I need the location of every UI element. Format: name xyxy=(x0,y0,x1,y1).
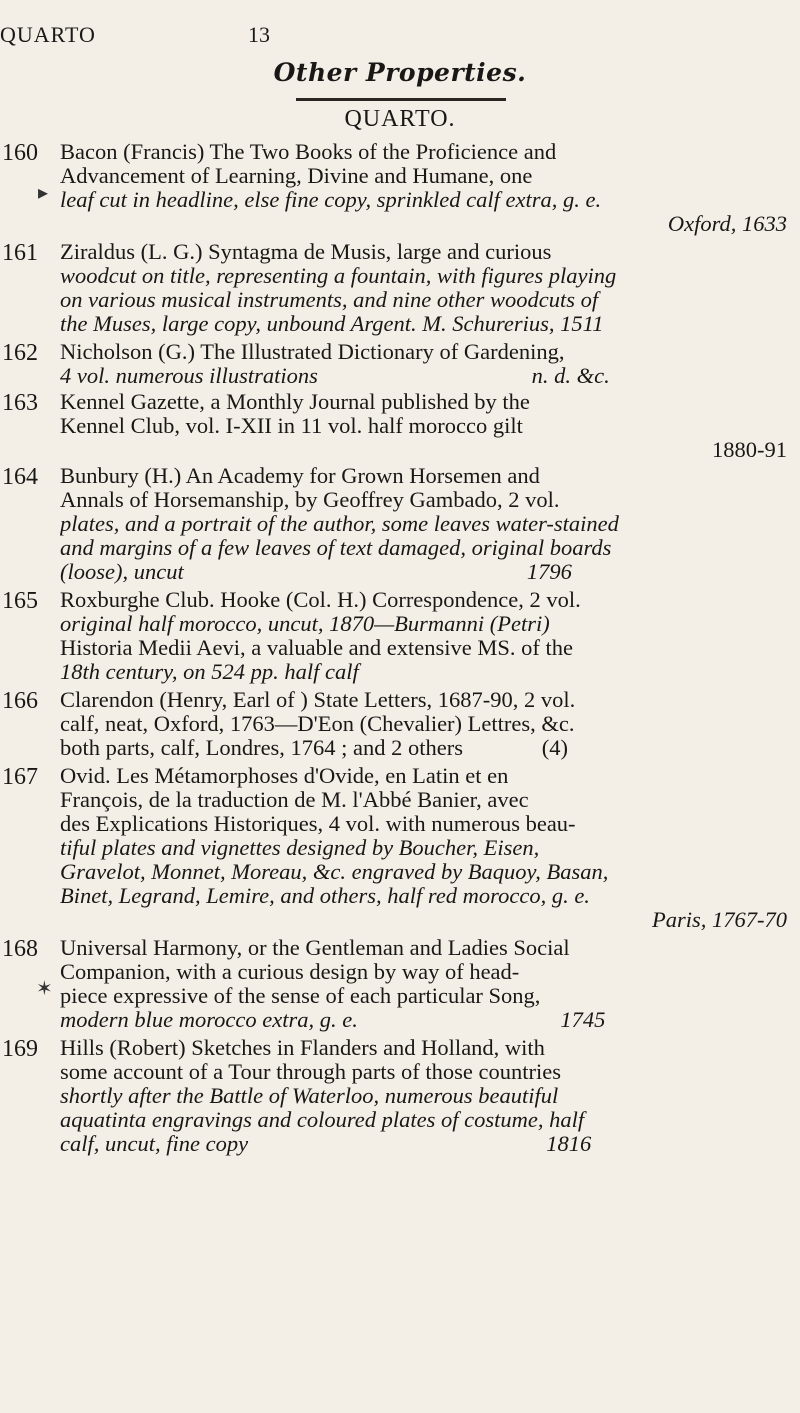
lot-line: shortly after the Battle of Waterloo, numerous beautiful xyxy=(60,1084,559,1108)
lot-description xyxy=(60,588,787,684)
lot-line: Kennel Gazette, a Monthly Journal published by the xyxy=(60,390,530,414)
lot-description xyxy=(60,1036,787,1156)
lot-line: leaf cut in headline, else fine copy, sprinkled calf extra, g. e. xyxy=(60,188,602,212)
lot-line: Ovid. Les Métamorphoses d'Ovide, en Latin et en xyxy=(60,764,509,788)
lot-line: Nicholson (G.) The Illustrated Dictionary of Gardening, xyxy=(60,340,565,364)
lot-description xyxy=(60,340,787,388)
lot-number: 162 xyxy=(2,340,38,366)
lot-line: (loose), uncut 1796 xyxy=(60,560,572,584)
lot-number: 165 xyxy=(2,588,38,614)
lot-line: Bunbury (H.) An Academy for Grown Horsemen and xyxy=(60,464,540,488)
lot-line: Roxburghe Club. Hooke (Col. H.) Correspondence, 2 vol. xyxy=(60,588,581,612)
lot-description xyxy=(60,764,787,932)
lot-line: Gravelot, Monnet, Moreau, &c. engraved by Baquoy, Basan, xyxy=(60,860,609,884)
lot-line: modern blue morocco extra, g. e. 1745 xyxy=(60,1008,606,1032)
lot-line: piece expressive of the sense of each particular Song, xyxy=(60,984,541,1008)
lot-line: both parts, calf, Londres, 1764 ; and 2 others (4) xyxy=(60,736,569,760)
lot-description xyxy=(60,390,787,462)
lot-line: Kennel Club, vol. I-XII in 11 vol. half morocco gilt xyxy=(60,414,523,438)
lot-description xyxy=(60,240,787,336)
lot-line: original half morocco, uncut, 1870—Burmanni (Petri) xyxy=(60,612,550,636)
lot-number: 160 xyxy=(2,140,38,166)
lot-line: Ziraldus (L. G.) Syntagma de Musis, large and curious xyxy=(60,240,552,264)
margin-mark-icon: ▸ xyxy=(38,182,49,204)
lot-line: calf, neat, Oxford, 1763—D'Eon (Chevalier) Lettres, &c. xyxy=(60,712,575,736)
lot-line: woodcut on title, representing a fountain, with figures playing xyxy=(60,264,617,288)
lot-line: Annals of Horsemanship, by Geoffrey Gambado, 2 vol. xyxy=(60,488,560,512)
lot-line: plates, and a portrait of the author, some leaves water-stained xyxy=(60,512,619,536)
lot-description xyxy=(60,464,787,584)
format-subheading: QUARTO. xyxy=(344,106,456,132)
lot-line: Universal Harmony, or the Gentleman and Ladies Social xyxy=(60,936,570,960)
lot-line: Advancement of Learning, Divine and Humane, one xyxy=(60,164,533,188)
lot-number: 163 xyxy=(2,390,38,416)
lot-number: 167 xyxy=(2,764,38,790)
lot-line: tiful plates and vignettes designed by Boucher, Eisen, xyxy=(60,836,540,860)
lot-line: Companion, with a curious design by way of head- xyxy=(60,960,520,984)
running-head-section: QUARTO xyxy=(0,22,96,47)
lot-line: Historia Medii Aevi, a valuable and extensive MS. of the xyxy=(60,636,574,660)
lot-line: on various musical instruments, and nine other woodcuts of xyxy=(60,288,599,312)
lot-number: 166 xyxy=(2,688,38,714)
lot-number: 168 xyxy=(2,936,38,962)
lot-number: 164 xyxy=(2,464,38,490)
lot-line: aquatinta engravings and coloured plates of costume, half xyxy=(60,1108,585,1132)
lot-line: the Muses, large copy, unbound Argent. M. Schurerius, 1511 xyxy=(60,312,604,336)
lot-line: Hills (Robert) Sketches in Flanders and Holland, with xyxy=(60,1036,545,1060)
lot-description xyxy=(60,936,787,1032)
lot-line: Bacon (Francis) The Two Books of the Proficience and xyxy=(60,140,557,164)
margin-mark-icon: ✶ xyxy=(36,978,53,1000)
lot-line: François, de la traduction de M. l'Abbé Banier, avec xyxy=(60,788,529,812)
title-rule xyxy=(296,98,506,101)
running-head xyxy=(0,22,800,52)
lot-line: Binet, Legrand, Lemire, and others, half red morocco, g. e. xyxy=(60,884,590,908)
lot-imprint: Oxford, 1633 xyxy=(667,212,787,236)
lot-description xyxy=(60,140,787,236)
lot-line: des Explications Historiques, 4 vol. with numerous beau- xyxy=(60,812,576,836)
lot-line: and margins of a few leaves of text damaged, original boards xyxy=(60,536,612,560)
lot-line: calf, uncut, fine copy 1816 xyxy=(60,1132,592,1156)
lot-number: 161 xyxy=(2,240,38,266)
lot-imprint: Paris, 1767-70 xyxy=(652,908,787,932)
lot-number: 169 xyxy=(2,1036,38,1062)
lot-line: some account of a Tour through parts of those countries xyxy=(60,1060,562,1084)
lot-description xyxy=(60,688,787,760)
section-title: Other Properties. xyxy=(273,58,527,87)
lot-date: 1880-91 xyxy=(712,438,787,462)
lot-line: 18th century, on 524 pp. half calf xyxy=(60,660,359,684)
lot-line: Clarendon (Henry, Earl of ) State Letters, 1687-90, 2 vol. xyxy=(60,688,576,712)
lot-line: 4 vol. numerous illustrations n. d. &c. xyxy=(60,364,610,388)
page-number: 13 xyxy=(248,22,270,47)
